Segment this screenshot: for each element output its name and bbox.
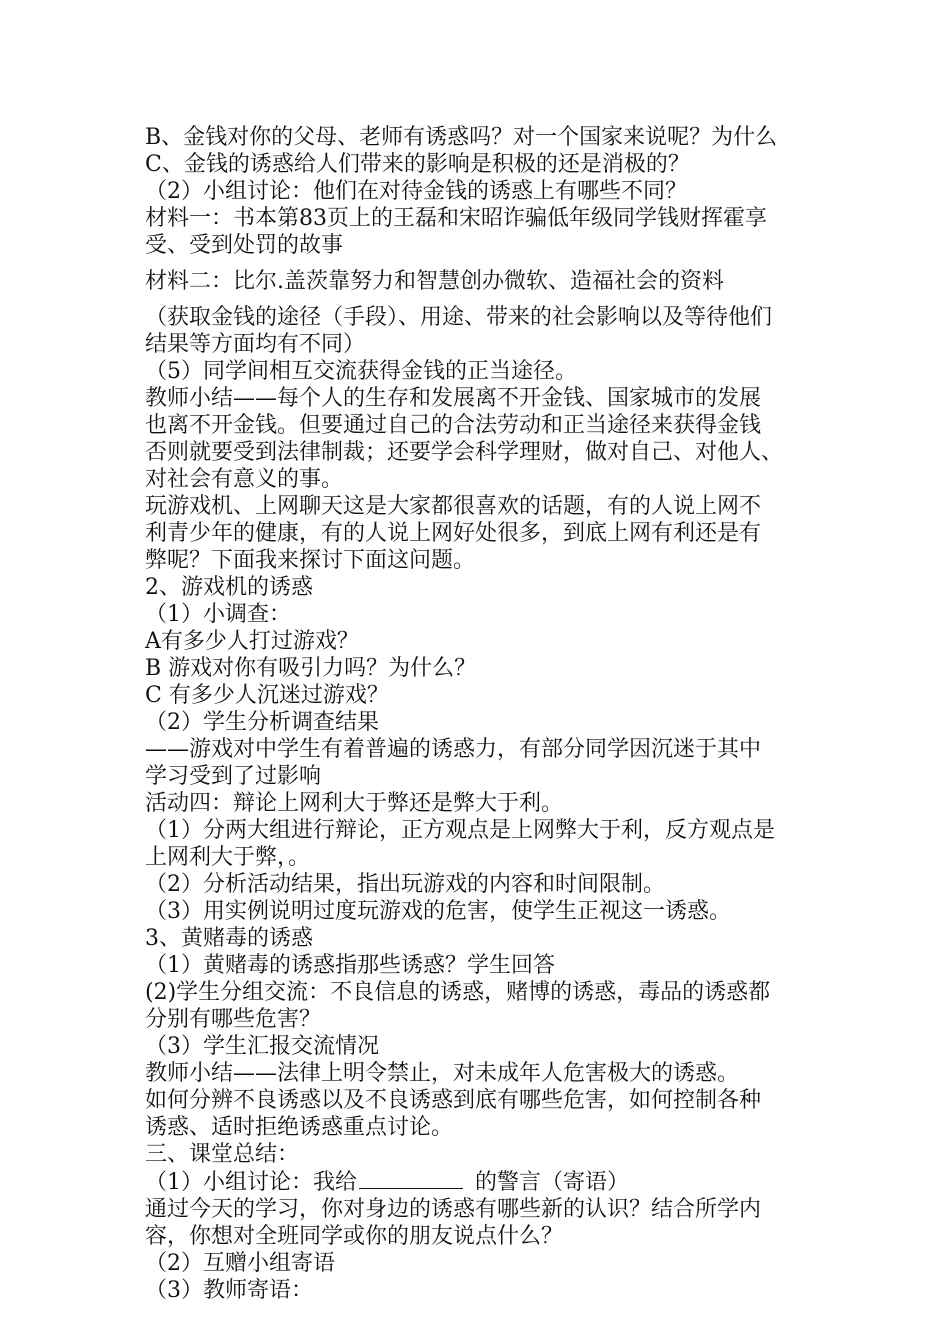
text-line: C、金钱的诱惑给人们带来的影响是积极的还是消极的？ [145,152,690,177]
text-line: 学习受到了过影响 [145,764,322,789]
text-line: 教师小结——每个人的生存和发展离不开金钱、国家城市的发展 [145,386,762,411]
text-line: C 有多少人沉迷过游戏？ [145,683,389,708]
text-line: 玩游戏机、上网聊天这是大家都很喜欢的话题，有的人说上网不 [145,494,762,519]
paragraph-gap [145,295,815,304]
paragraph-gap [145,259,815,268]
text-line: ——游戏对中学生有着普遍的诱惑力，有部分同学因沉迷于其中 [145,737,762,762]
text-line: 通过今天的学习，你对身边的诱惑有哪些新的认识？结合所学内 [145,1197,762,1222]
fill-in-line [145,1168,815,1196]
text-line: 对社会有意义的事。 [145,467,344,492]
document-body [145,124,815,1304]
text-line: (2)学生分组交流：不良信息的诱惑，赌博的诱惑，毒品的诱惑都 [145,980,771,1005]
text-line: （获取金钱的途径（手段）、用途、带来的社会影响以及等待他们 [145,305,773,330]
text-line: 上网利大于弊，。 [145,845,311,870]
section-heading: 三、课堂总结： [145,1142,300,1167]
text-line: B、金钱对你的父母、老师有诱惑吗？对一个国家来说呢？为什么 [145,125,778,150]
text-line: 诱惑、适时拒绝诱惑重点讨论。 [145,1115,454,1140]
text-line: 否则就要受到法律制裁；还要学会科学理财，做对自己、对他人、 [145,440,784,465]
section-heading: 3、黄赌毒的诱惑 [145,926,313,951]
text-line: （2）学生分析调查结果 [145,710,379,735]
text-line: 教师小结——法律上明令禁止，对未成年人危害极大的诱惑。 [145,1061,740,1086]
text-line: 活动四：辩论上网利大于弊还是弊大于利。 [145,791,564,816]
text-line: （2）分析活动结果，指出玩游戏的内容和时间限制。 [145,872,665,897]
text-line: （3）学生汇报交流情况 [145,1034,379,1059]
text-line: 结果等方面均有不同） [145,332,366,357]
text-line: （1）分两大组进行辩论，正方观点是上网弊大于利，反方观点是 [145,818,775,843]
fill-in-suffix: 的警言（寄语） [475,1170,630,1195]
text-line: 如何分辨不良诱惑以及不良诱惑到底有哪些危害，如何控制各种 [145,1088,762,1113]
text-line: （3）教师寄语： [145,1278,313,1303]
text-line: 容，你想对全班同学或你的朋友说点什么？ [145,1224,564,1249]
fill-in-blank [359,1168,463,1189]
text-line: （5）同学间相互交流获得金钱的正当途径。 [145,359,577,384]
text-line: 材料一：书本第83页上的王磊和宋昭诈骗低年级同学钱财挥霍享 [145,206,767,231]
section-heading: 2、游戏机的诱惑 [145,575,313,600]
text-line: （2）小组讨论：他们在对待金钱的诱惑上有哪些不同？ [145,179,687,204]
text-line: A有多少人打过游戏？ [145,629,359,654]
text-line: （1）小调查： [145,602,291,627]
text-line: 也离不开金钱。但要通过自己的合法劳动和正当途径来获得金钱 [145,413,762,438]
text-line: 弊呢？下面我来探讨下面这问题。 [145,548,476,573]
text-line: 分别有哪些危害？ [145,1007,322,1032]
text-line: （2）互赠小组寄语 [145,1251,335,1276]
text-line: 材料二：比尔.盖茨靠努力和智慧创办微软、造福社会的资料 [145,269,724,294]
text-line: 利青少年的健康，有的人说上网好处很多，到底上网有利还是有 [145,521,762,546]
text-line: B 游戏对你有吸引力吗？为什么？ [145,656,477,681]
text-line: （3）用实例说明过度玩游戏的危害，使学生正视这一诱惑。 [145,899,731,924]
fill-in-prefix: （1）小组讨论：我给 [145,1170,357,1195]
text-line: 受、受到处罚的故事 [145,233,344,258]
text-line: （1）黄赌毒的诱惑指那些诱惑？学生回答 [145,953,555,978]
